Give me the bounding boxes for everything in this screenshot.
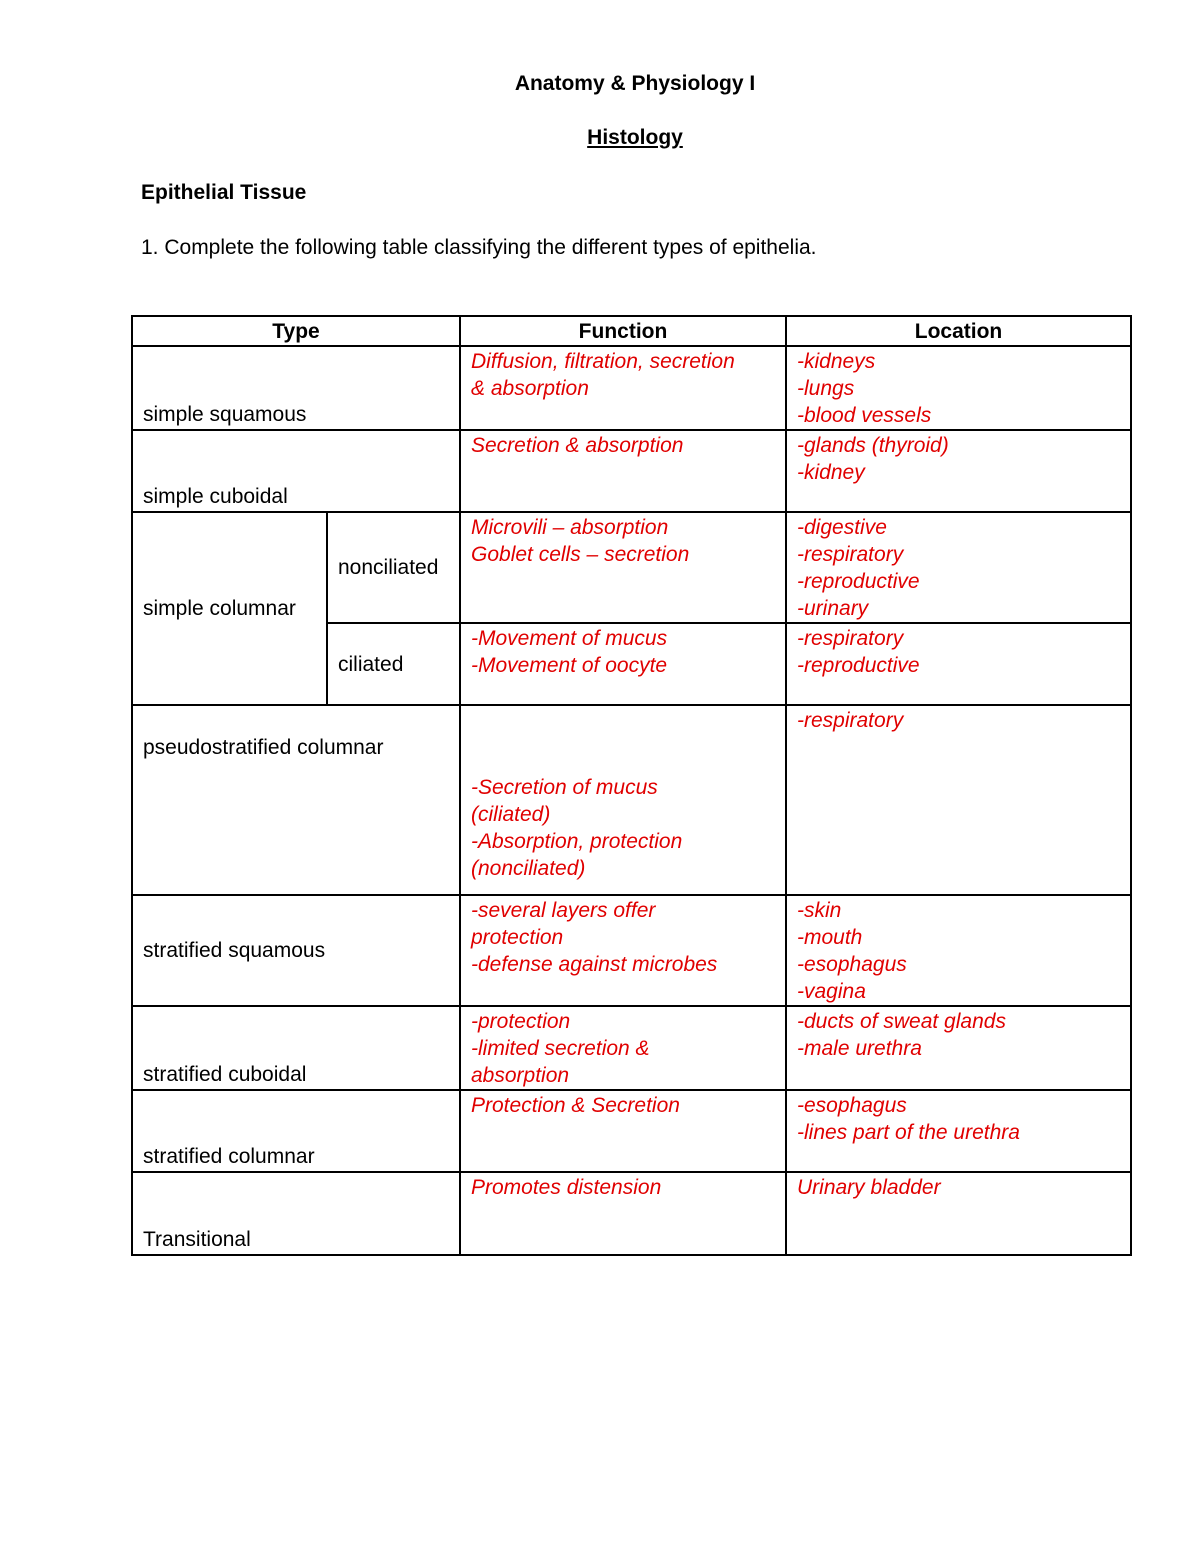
type-cell: simple columnar [132, 512, 327, 705]
function-cell [460, 1006, 786, 1090]
location-line: -reproductive [797, 570, 920, 593]
type-cell: simple squamous [132, 346, 460, 430]
location-cell [786, 512, 1131, 623]
function-line: -protection [471, 1010, 571, 1033]
location-line: -mouth [797, 926, 863, 949]
table-row [132, 346, 1131, 430]
function-cell [460, 512, 786, 623]
location-line: -glands (thyroid) [797, 434, 949, 457]
location-line: Urinary bladder [797, 1176, 941, 1199]
section-heading: Epithelial Tissue [141, 181, 307, 204]
location-line: -respiratory [797, 543, 904, 566]
header-function: Function [460, 316, 786, 346]
table-row [132, 1090, 1131, 1172]
location-line: -respiratory [797, 709, 904, 732]
function-line: -Movement of oocyte [471, 654, 668, 677]
type-cell: stratified squamous [132, 895, 460, 1006]
location-line: -blood vessels [797, 404, 932, 427]
location-cell [786, 705, 1131, 895]
function-line: Protection & Secretion [471, 1094, 680, 1117]
type-cell: stratified cuboidal [132, 1006, 460, 1090]
function-line: Microvili – absorption [471, 516, 669, 539]
function-cell [460, 705, 786, 895]
function-line: -Secretion of mucus [471, 776, 658, 799]
document-subtitle: Histology [587, 126, 683, 149]
location-cell [786, 430, 1131, 512]
location-line: -respiratory [797, 627, 904, 650]
location-line: -lines part of the urethra [797, 1121, 1020, 1144]
location-line: -esophagus [797, 953, 907, 976]
function-line: (nonciliated) [471, 857, 586, 880]
table-row [132, 895, 1131, 1006]
function-line: Secretion & absorption [471, 434, 684, 457]
table-row [132, 705, 1131, 895]
epithelia-table [131, 315, 1132, 1256]
table-row [132, 1172, 1131, 1255]
table-header-row [132, 316, 1131, 346]
document-title: Anatomy & Physiology I [514, 72, 756, 95]
type-cell: simple cuboidal [132, 430, 460, 512]
header-type: Type [132, 316, 460, 346]
table-row [132, 430, 1131, 512]
table-row [132, 512, 1131, 623]
function-cell [460, 346, 786, 430]
table-row [132, 1006, 1131, 1090]
function-line: -several layers offer [471, 899, 656, 922]
location-cell [786, 1172, 1131, 1255]
type-cell: pseudostratified columnar [132, 705, 460, 895]
function-line: Goblet cells – secretion [471, 543, 690, 566]
location-line: -kidney [797, 461, 865, 484]
function-cell [460, 895, 786, 1006]
location-line: -skin [797, 899, 842, 922]
location-line: -digestive [797, 516, 887, 539]
type-cell: Transitional [132, 1172, 460, 1255]
location-line: -urinary [797, 597, 869, 620]
location-line: -male urethra [797, 1037, 922, 1060]
function-line: Promotes distension [471, 1176, 662, 1199]
header-location: Location [786, 316, 1131, 346]
function-cell [460, 430, 786, 512]
location-line: -reproductive [797, 654, 920, 677]
function-line: absorption [471, 1064, 570, 1087]
function-line: (ciliated) [471, 803, 551, 826]
location-line: -vagina [797, 980, 866, 1003]
instruction-text: 1. Complete the following table classifying the different types of epithelia. [141, 236, 817, 259]
location-cell [786, 623, 1131, 705]
location-cell [786, 1006, 1131, 1090]
function-line: Diffusion, filtration, secretion [471, 350, 735, 373]
location-line: -esophagus [797, 1094, 907, 1117]
location-cell [786, 1090, 1131, 1172]
type-cell: stratified columnar [132, 1090, 460, 1172]
function-line: protection [471, 926, 564, 949]
function-line: -Absorption, protection [471, 830, 683, 853]
subtype-cell: ciliated [327, 623, 460, 705]
subtype-cell: nonciliated [327, 512, 460, 623]
function-cell [460, 1090, 786, 1172]
function-cell [460, 1172, 786, 1255]
location-cell [786, 895, 1131, 1006]
function-line: & absorption [471, 377, 589, 400]
function-cell [460, 623, 786, 705]
function-line: -defense against microbes [471, 953, 718, 976]
location-cell [786, 346, 1131, 430]
location-line: -lungs [797, 377, 855, 400]
function-line: -limited secretion & [471, 1037, 650, 1060]
location-line: -kidneys [797, 350, 876, 373]
location-line: -ducts of sweat glands [797, 1010, 1006, 1033]
function-line: -Movement of mucus [471, 627, 668, 650]
